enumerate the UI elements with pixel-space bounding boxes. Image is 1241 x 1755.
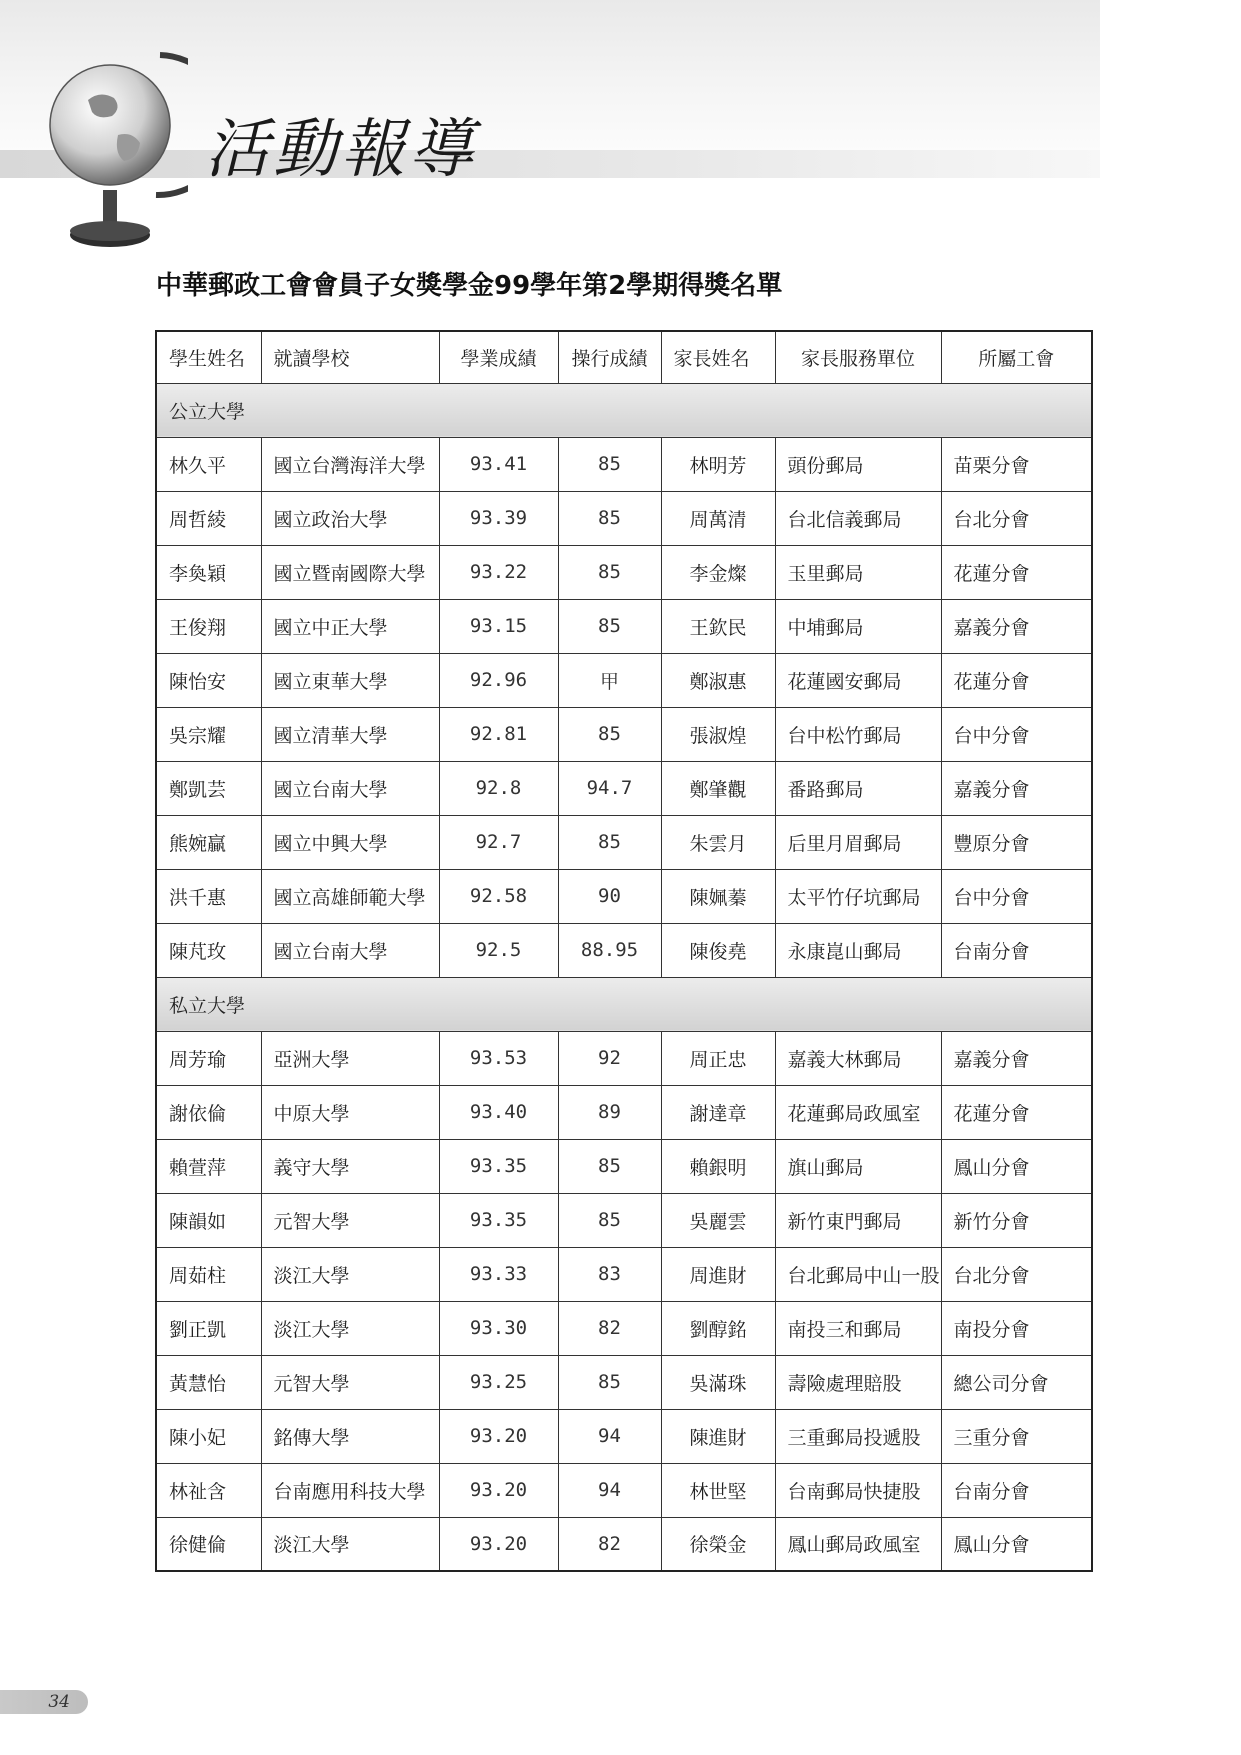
union-branch-cell: 鳳山分會 bbox=[941, 1139, 1092, 1193]
conduct-score-cell: 82 bbox=[558, 1301, 661, 1355]
scholarship-table bbox=[155, 330, 1093, 1572]
table-row bbox=[156, 599, 1092, 653]
student-name-cell: 洪千惠 bbox=[156, 869, 261, 923]
parent-unit-cell: 花蓮郵局政風室 bbox=[775, 1085, 941, 1139]
academic-score-cell: 92.5 bbox=[439, 923, 558, 977]
parent-name-cell: 陳俊堯 bbox=[661, 923, 775, 977]
union-branch-cell: 鳳山分會 bbox=[941, 1517, 1092, 1571]
parent-unit-cell: 壽險處理賠股 bbox=[775, 1355, 941, 1409]
academic-score-cell: 93.25 bbox=[439, 1355, 558, 1409]
school-cell: 國立東華大學 bbox=[261, 653, 439, 707]
school-cell: 國立中興大學 bbox=[261, 815, 439, 869]
union-branch-cell: 花蓮分會 bbox=[941, 653, 1092, 707]
academic-score-cell: 93.33 bbox=[439, 1247, 558, 1301]
table-row bbox=[156, 1031, 1092, 1085]
conduct-score-cell: 85 bbox=[558, 1139, 661, 1193]
conduct-score-cell: 92 bbox=[558, 1031, 661, 1085]
parent-unit-cell: 三重郵局投遞股 bbox=[775, 1409, 941, 1463]
table-body bbox=[156, 383, 1092, 1571]
parent-unit-cell: 后里月眉郵局 bbox=[775, 815, 941, 869]
union-branch-cell: 花蓮分會 bbox=[941, 545, 1092, 599]
academic-score-cell: 92.8 bbox=[439, 761, 558, 815]
conduct-score-cell: 85 bbox=[558, 707, 661, 761]
student-name-cell: 陳小妃 bbox=[156, 1409, 261, 1463]
table-header-row bbox=[156, 331, 1092, 383]
parent-name-cell: 王欽民 bbox=[661, 599, 775, 653]
school-cell: 元智大學 bbox=[261, 1193, 439, 1247]
table-row bbox=[156, 1355, 1092, 1409]
academic-score-cell: 92.96 bbox=[439, 653, 558, 707]
conduct-score-cell: 甲 bbox=[558, 653, 661, 707]
school-cell: 國立政治大學 bbox=[261, 491, 439, 545]
student-name-cell: 熊婉贏 bbox=[156, 815, 261, 869]
academic-score-cell: 92.7 bbox=[439, 815, 558, 869]
academic-score-cell: 93.35 bbox=[439, 1193, 558, 1247]
conduct-score-cell: 88.95 bbox=[558, 923, 661, 977]
parent-unit-cell: 嘉義大林郵局 bbox=[775, 1031, 941, 1085]
student-name-cell: 林久平 bbox=[156, 437, 261, 491]
parent-unit-cell: 頭份郵局 bbox=[775, 437, 941, 491]
parent-name-cell: 周正忠 bbox=[661, 1031, 775, 1085]
parent-name-cell: 周萬清 bbox=[661, 491, 775, 545]
student-name-cell: 謝依倫 bbox=[156, 1085, 261, 1139]
column-header: 學生姓名 bbox=[156, 331, 261, 383]
school-cell: 國立台灣海洋大學 bbox=[261, 437, 439, 491]
union-branch-cell: 總公司分會 bbox=[941, 1355, 1092, 1409]
student-name-cell: 陳芃玫 bbox=[156, 923, 261, 977]
conduct-score-cell: 82 bbox=[558, 1517, 661, 1571]
parent-unit-cell: 番路郵局 bbox=[775, 761, 941, 815]
parent-unit-cell: 玉里郵局 bbox=[775, 545, 941, 599]
conduct-score-cell: 90 bbox=[558, 869, 661, 923]
school-cell: 亞洲大學 bbox=[261, 1031, 439, 1085]
column-header: 所屬工會 bbox=[941, 331, 1092, 383]
conduct-score-cell: 85 bbox=[558, 815, 661, 869]
table-row bbox=[156, 761, 1092, 815]
parent-name-cell: 周進財 bbox=[661, 1247, 775, 1301]
union-branch-cell: 花蓮分會 bbox=[941, 1085, 1092, 1139]
parent-unit-cell: 南投三和郵局 bbox=[775, 1301, 941, 1355]
parent-name-cell: 吳麗雲 bbox=[661, 1193, 775, 1247]
conduct-score-cell: 85 bbox=[558, 599, 661, 653]
parent-unit-cell: 台中松竹郵局 bbox=[775, 707, 941, 761]
parent-name-cell: 李金燦 bbox=[661, 545, 775, 599]
school-cell: 國立清華大學 bbox=[261, 707, 439, 761]
table-row bbox=[156, 869, 1092, 923]
table-row bbox=[156, 545, 1092, 599]
union-branch-cell: 嘉義分會 bbox=[941, 761, 1092, 815]
student-name-cell: 林祉含 bbox=[156, 1463, 261, 1517]
column-header: 操行成績 bbox=[558, 331, 661, 383]
parent-name-cell: 林世堅 bbox=[661, 1463, 775, 1517]
academic-score-cell: 93.20 bbox=[439, 1517, 558, 1571]
school-cell: 國立台南大學 bbox=[261, 923, 439, 977]
school-cell: 銘傳大學 bbox=[261, 1409, 439, 1463]
school-cell: 義守大學 bbox=[261, 1139, 439, 1193]
conduct-score-cell: 94 bbox=[558, 1463, 661, 1517]
union-branch-cell: 台南分會 bbox=[941, 1463, 1092, 1517]
school-cell: 元智大學 bbox=[261, 1355, 439, 1409]
union-branch-cell: 苗栗分會 bbox=[941, 437, 1092, 491]
union-branch-cell: 台南分會 bbox=[941, 923, 1092, 977]
school-cell: 淡江大學 bbox=[261, 1301, 439, 1355]
academic-score-cell: 93.22 bbox=[439, 545, 558, 599]
parent-unit-cell: 台北信義郵局 bbox=[775, 491, 941, 545]
school-cell: 國立高雄師範大學 bbox=[261, 869, 439, 923]
school-cell: 國立台南大學 bbox=[261, 761, 439, 815]
academic-score-cell: 93.20 bbox=[439, 1409, 558, 1463]
student-name-cell: 吳宗耀 bbox=[156, 707, 261, 761]
conduct-score-cell: 94 bbox=[558, 1409, 661, 1463]
student-name-cell: 周哲綾 bbox=[156, 491, 261, 545]
table-row bbox=[156, 1463, 1092, 1517]
union-branch-cell: 台中分會 bbox=[941, 869, 1092, 923]
page-number: 34 bbox=[0, 1690, 88, 1714]
table-row bbox=[156, 1139, 1092, 1193]
conduct-score-cell: 89 bbox=[558, 1085, 661, 1139]
conduct-score-cell: 85 bbox=[558, 491, 661, 545]
academic-score-cell: 93.15 bbox=[439, 599, 558, 653]
student-name-cell: 徐健倫 bbox=[156, 1517, 261, 1571]
table-row bbox=[156, 1301, 1092, 1355]
school-cell: 中原大學 bbox=[261, 1085, 439, 1139]
academic-score-cell: 93.53 bbox=[439, 1031, 558, 1085]
parent-unit-cell: 旗山郵局 bbox=[775, 1139, 941, 1193]
union-branch-cell: 南投分會 bbox=[941, 1301, 1092, 1355]
conduct-score-cell: 85 bbox=[558, 437, 661, 491]
parent-name-cell: 賴銀明 bbox=[661, 1139, 775, 1193]
parent-unit-cell: 永康崑山郵局 bbox=[775, 923, 941, 977]
union-branch-cell: 台北分會 bbox=[941, 1247, 1092, 1301]
parent-name-cell: 鄭淑惠 bbox=[661, 653, 775, 707]
student-name-cell: 黃慧怡 bbox=[156, 1355, 261, 1409]
academic-score-cell: 93.30 bbox=[439, 1301, 558, 1355]
parent-unit-cell: 花蓮國安郵局 bbox=[775, 653, 941, 707]
parent-name-cell: 吳滿珠 bbox=[661, 1355, 775, 1409]
table-row bbox=[156, 1085, 1092, 1139]
parent-name-cell: 朱雲月 bbox=[661, 815, 775, 869]
table-row bbox=[156, 1409, 1092, 1463]
union-branch-cell: 台中分會 bbox=[941, 707, 1092, 761]
academic-score-cell: 92.81 bbox=[439, 707, 558, 761]
union-branch-cell: 三重分會 bbox=[941, 1409, 1092, 1463]
parent-name-cell: 謝達章 bbox=[661, 1085, 775, 1139]
conduct-score-cell: 85 bbox=[558, 1193, 661, 1247]
group-label: 公立大學 bbox=[156, 383, 1092, 437]
union-branch-cell: 台北分會 bbox=[941, 491, 1092, 545]
school-cell: 淡江大學 bbox=[261, 1247, 439, 1301]
school-cell: 台南應用科技大學 bbox=[261, 1463, 439, 1517]
student-name-cell: 陳怡安 bbox=[156, 653, 261, 707]
parent-unit-cell: 台北郵局中山一股 bbox=[775, 1247, 941, 1301]
parent-unit-cell: 新竹東門郵局 bbox=[775, 1193, 941, 1247]
table-row bbox=[156, 437, 1092, 491]
union-branch-cell: 嘉義分會 bbox=[941, 599, 1092, 653]
student-name-cell: 陳韻如 bbox=[156, 1193, 261, 1247]
parent-name-cell: 陳姵蓁 bbox=[661, 869, 775, 923]
table-row bbox=[156, 491, 1092, 545]
table-row bbox=[156, 1247, 1092, 1301]
student-name-cell: 周芳瑜 bbox=[156, 1031, 261, 1085]
conduct-score-cell: 94.7 bbox=[558, 761, 661, 815]
academic-score-cell: 93.39 bbox=[439, 491, 558, 545]
column-header: 家長服務單位 bbox=[775, 331, 941, 383]
table-row bbox=[156, 707, 1092, 761]
parent-unit-cell: 太平竹仔坑郵局 bbox=[775, 869, 941, 923]
parent-name-cell: 徐榮金 bbox=[661, 1517, 775, 1571]
school-cell: 國立暨南國際大學 bbox=[261, 545, 439, 599]
academic-score-cell: 93.35 bbox=[439, 1139, 558, 1193]
parent-unit-cell: 鳳山郵局政風室 bbox=[775, 1517, 941, 1571]
parent-name-cell: 陳進財 bbox=[661, 1409, 775, 1463]
globe-icon bbox=[48, 45, 188, 260]
column-header: 學業成績 bbox=[439, 331, 558, 383]
parent-unit-cell: 台南郵局快捷股 bbox=[775, 1463, 941, 1517]
student-name-cell: 鄭凱芸 bbox=[156, 761, 261, 815]
conduct-score-cell: 83 bbox=[558, 1247, 661, 1301]
parent-name-cell: 林明芳 bbox=[661, 437, 775, 491]
academic-score-cell: 93.20 bbox=[439, 1463, 558, 1517]
conduct-score-cell: 85 bbox=[558, 545, 661, 599]
table-row bbox=[156, 1193, 1092, 1247]
union-branch-cell: 新竹分會 bbox=[941, 1193, 1092, 1247]
conduct-score-cell: 85 bbox=[558, 1355, 661, 1409]
column-header: 家長姓名 bbox=[661, 331, 775, 383]
group-label: 私立大學 bbox=[156, 977, 1092, 1031]
parent-name-cell: 張淑煌 bbox=[661, 707, 775, 761]
school-cell: 淡江大學 bbox=[261, 1517, 439, 1571]
academic-score-cell: 93.40 bbox=[439, 1085, 558, 1139]
document-title: 中華郵政工會會員子女獎學金99學年第2學期得獎名單 bbox=[156, 271, 783, 301]
column-header: 就讀學校 bbox=[261, 331, 439, 383]
student-name-cell: 賴萱萍 bbox=[156, 1139, 261, 1193]
academic-score-cell: 92.58 bbox=[439, 869, 558, 923]
parent-name-cell: 鄭肇觀 bbox=[661, 761, 775, 815]
table-row bbox=[156, 815, 1092, 869]
student-name-cell: 李奐穎 bbox=[156, 545, 261, 599]
group-header-row bbox=[156, 383, 1092, 437]
union-branch-cell: 豐原分會 bbox=[941, 815, 1092, 869]
student-name-cell: 劉正凱 bbox=[156, 1301, 261, 1355]
section-title: 活動報導 bbox=[205, 113, 477, 187]
table-row bbox=[156, 653, 1092, 707]
parent-unit-cell: 中埔郵局 bbox=[775, 599, 941, 653]
table-row bbox=[156, 1517, 1092, 1571]
school-cell: 國立中正大學 bbox=[261, 599, 439, 653]
student-name-cell: 王俊翔 bbox=[156, 599, 261, 653]
student-name-cell: 周茹柱 bbox=[156, 1247, 261, 1301]
table-row bbox=[156, 923, 1092, 977]
parent-name-cell: 劉醇銘 bbox=[661, 1301, 775, 1355]
group-header-row bbox=[156, 977, 1092, 1031]
union-branch-cell: 嘉義分會 bbox=[941, 1031, 1092, 1085]
academic-score-cell: 93.41 bbox=[439, 437, 558, 491]
